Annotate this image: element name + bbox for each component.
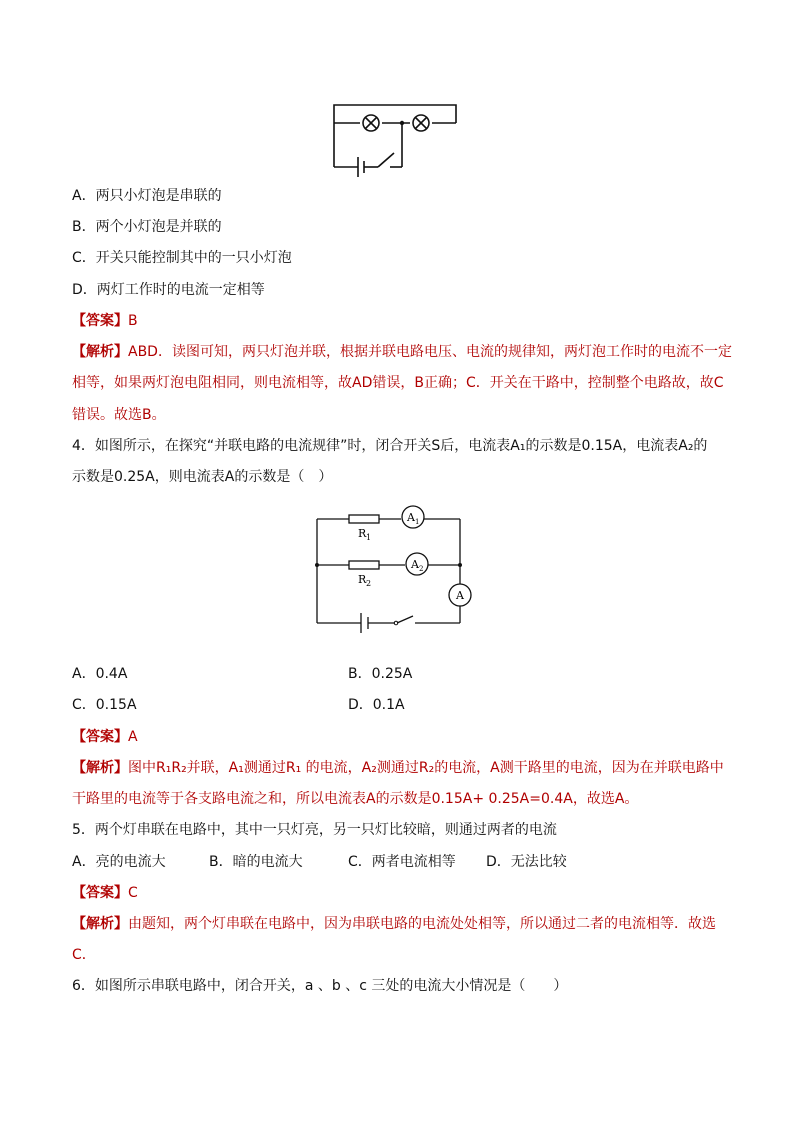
answer-value: C — [128, 885, 138, 901]
q4-answer — [72, 727, 138, 747]
q5-option-d: D．无法比较 — [486, 854, 567, 870]
label-a2: A — [411, 558, 419, 571]
label-a: A — [456, 589, 464, 602]
q3-answer — [72, 311, 138, 331]
q5-option-c: C．两者电流相等 — [348, 854, 456, 870]
q4-option-d: D．0.1A — [348, 697, 405, 713]
q4-option-a: A．0.4A — [72, 666, 128, 682]
analysis-tag: 【解析】 — [72, 760, 128, 776]
label-r1: R — [358, 527, 367, 540]
label-r1-sub: 1 — [366, 533, 372, 542]
label-a1: A — [407, 511, 415, 524]
q4-stem-line-1: 4．如图所示，在探究“并联电路的电流规律”时，闭合开关S后，电流表A₁的示数是0.15A，电流表A₂的 — [72, 438, 708, 454]
circuit-two-lamps — [320, 95, 470, 177]
q6-stem: 6．如图所示串联电路中，闭合开关，a 、b 、c 三处的电流大小情况是（ ） — [72, 978, 568, 994]
answer-tag: 【答案】 — [72, 729, 128, 745]
q3-analysis-line-3: 错误。故选B。 — [72, 407, 166, 423]
label-a1-sub: 1 — [415, 518, 420, 526]
answer-value: A — [128, 729, 138, 745]
q3-analysis-line-2: 相等，如果两灯泡电阻相同，则电流相等，故AD错误，B正确；C．开关在干路中，控制整个电路故，故C — [72, 375, 724, 391]
q5-answer — [72, 883, 138, 903]
q4-analysis-line-1 — [72, 758, 724, 778]
q3-option-c: C．开关只能控制其中的一只小灯泡 — [72, 250, 292, 266]
label-a2-sub: 2 — [419, 565, 424, 573]
q3-analysis-line-1 — [72, 342, 732, 362]
q4-analysis-line-2: 干路里的电流等于各支路电流之和，所以电流表A的示数是0.15A+ 0.25A=0.4A，故选A。 — [72, 791, 639, 807]
circuit-parallel-ammeters — [305, 503, 475, 635]
q4-option-b: B．0.25A — [348, 666, 413, 682]
analysis-tag: 【解析】 — [72, 344, 128, 360]
answer-tag: 【答案】 — [72, 313, 128, 329]
q5-analysis-line-2: C． — [72, 947, 96, 963]
label-r2-sub: 2 — [366, 579, 372, 588]
q3-option-b: B．两个小灯泡是并联的 — [72, 219, 222, 235]
answer-value: B — [128, 313, 138, 329]
q4-option-c: C．0.15A — [72, 697, 137, 713]
q5-option-a: A．亮的电流大 — [72, 854, 166, 870]
analysis-tag: 【解析】 — [72, 916, 128, 932]
analysis-text: ABD．读图可知，两只灯泡并联，根据并联电路电压、电流的规律知，两灯泡工作时的电流不一定 — [128, 344, 732, 360]
answer-tag: 【答案】 — [72, 885, 128, 901]
q5-option-b: B．暗的电流大 — [209, 854, 303, 870]
label-r2: R — [358, 573, 367, 586]
analysis-text: 图中R₁R₂并联，A₁测通过R₁ 的电流，A₂测通过R₂的电流，A测干路里的电流，因为在并联电路中 — [128, 760, 724, 776]
analysis-text: 由题知，两个灯串联在电路中，因为串联电路的电流处处相等，所以通过二者的电流相等．故选 — [128, 916, 716, 932]
q5-analysis-line-1 — [72, 914, 716, 934]
q5-stem: 5．两个灯串联在电路中，其中一只灯亮，另一只灯比较暗，则通过两者的电流 — [72, 822, 557, 838]
q4-stem-line-2: 示数是0.25A，则电流表A的示数是（ ） — [72, 469, 333, 485]
q3-option-a: A．两只小灯泡是串联的 — [72, 188, 222, 204]
q3-option-d: D．两灯工作时的电流一定相等 — [72, 282, 265, 298]
